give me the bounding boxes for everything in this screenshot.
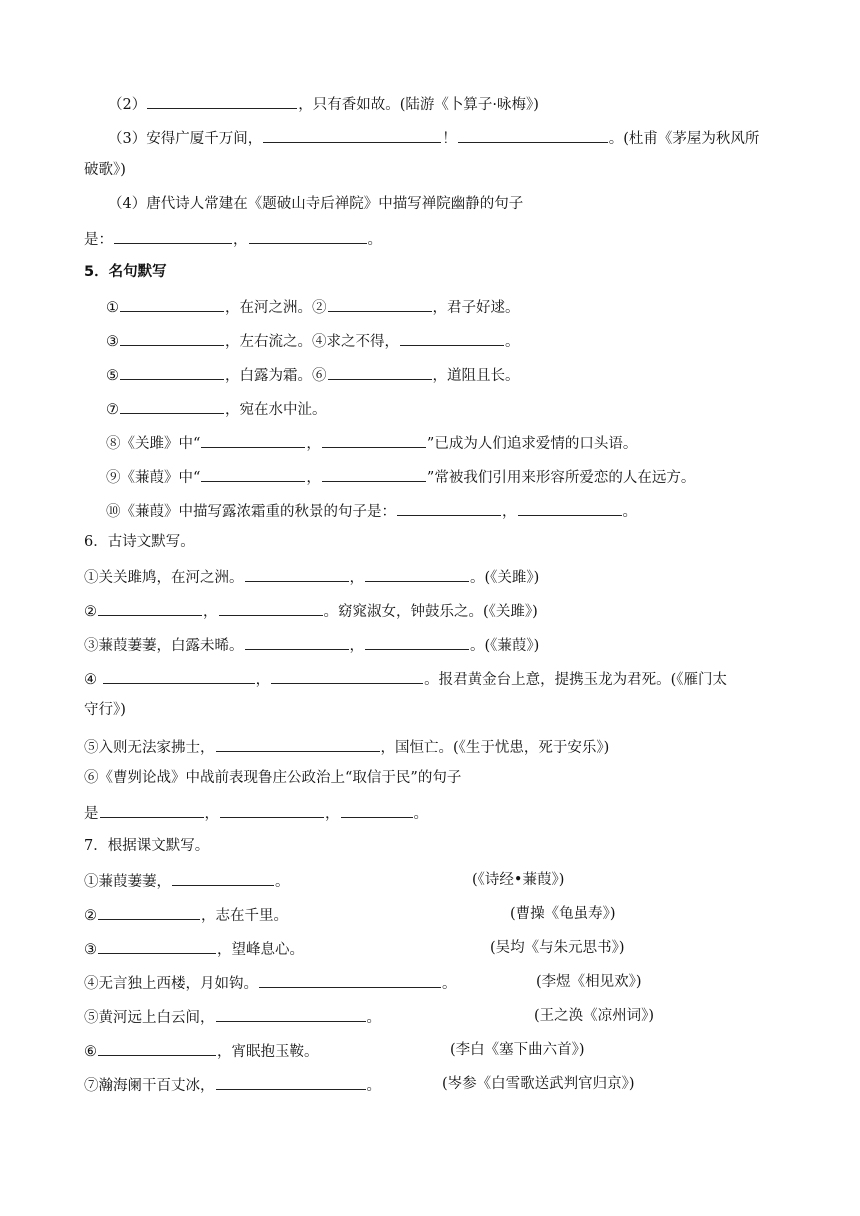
question-text: ③ bbox=[84, 942, 97, 958]
question-line bbox=[84, 1006, 381, 1028]
answer-blank[interactable] bbox=[271, 668, 423, 684]
answer-blank[interactable] bbox=[328, 296, 432, 312]
question-line bbox=[84, 1040, 319, 1062]
question-text: ， bbox=[204, 806, 219, 822]
answer-blank[interactable] bbox=[341, 802, 413, 818]
question-line bbox=[106, 466, 695, 488]
source-citation: (曹操《龟虽寿》) bbox=[510, 906, 616, 922]
answer-blank[interactable] bbox=[201, 466, 305, 482]
answer-blank[interactable] bbox=[259, 972, 441, 988]
question-line bbox=[108, 127, 759, 149]
question-line bbox=[84, 600, 538, 622]
question-text: 。(《蒹葭》) bbox=[470, 638, 540, 654]
question-text: ⑩《蒹葭》中描写露浓霜重的秋景的句子是： bbox=[106, 504, 396, 520]
question-text: ①蒹葭萋萋， bbox=[84, 874, 171, 890]
answer-blank[interactable] bbox=[172, 870, 274, 886]
question-line bbox=[106, 500, 637, 522]
answer-blank[interactable] bbox=[120, 330, 224, 346]
question-line bbox=[84, 904, 288, 926]
source-citation: (李煜《相见欢》) bbox=[536, 974, 642, 990]
answer-blank[interactable] bbox=[103, 668, 255, 684]
question-text: ，左右流之。④求之不得， bbox=[225, 334, 399, 350]
question-text: ， bbox=[349, 570, 364, 586]
source-citation: (王之涣《凉州词》) bbox=[534, 1008, 655, 1024]
question-text: ⑤黄河远上白云间， bbox=[84, 1010, 215, 1026]
question-text: 。(《关雎》) bbox=[470, 570, 540, 586]
question-text: ”已成为人们追求爱情的口头语。 bbox=[426, 436, 638, 452]
answer-blank[interactable] bbox=[518, 500, 622, 516]
question-text: 。 bbox=[275, 874, 290, 890]
source-citation: (《诗经•蒹葭》) bbox=[472, 872, 565, 888]
answer-blank[interactable] bbox=[322, 466, 426, 482]
question-text: ， bbox=[349, 638, 364, 654]
answer-blank[interactable] bbox=[216, 1006, 366, 1022]
question-text: ⑦瀚海阑干百丈冰， bbox=[84, 1078, 215, 1094]
answer-blank[interactable] bbox=[263, 127, 441, 143]
answer-blank[interactable] bbox=[98, 1040, 216, 1056]
question-line bbox=[84, 870, 290, 892]
answer-blank[interactable] bbox=[120, 296, 224, 312]
question-text: ，国恒亡。(《生于忧患，死于安乐》) bbox=[380, 740, 610, 756]
question-text: ④无言独上西楼，月如钩。 bbox=[84, 976, 258, 992]
question-text: ② bbox=[84, 908, 97, 924]
question-text: （4）唐代诗人常建在《题破山寺后禅院》中描写禅院幽静的句子 bbox=[108, 196, 524, 212]
question-text: 是： bbox=[84, 232, 113, 248]
answer-blank[interactable] bbox=[249, 228, 367, 244]
question-text: ⑦ bbox=[106, 402, 119, 418]
answer-blank[interactable] bbox=[98, 938, 216, 954]
question-line bbox=[84, 634, 539, 656]
answer-blank[interactable] bbox=[328, 364, 432, 380]
answer-blank[interactable] bbox=[120, 364, 224, 380]
question-line bbox=[84, 668, 727, 690]
question-text: ， bbox=[233, 232, 248, 248]
q6-heading: 6．古诗文默写。 bbox=[84, 534, 195, 550]
question-line bbox=[106, 398, 327, 420]
answer-blank[interactable] bbox=[98, 600, 202, 616]
question-text: ， bbox=[306, 470, 321, 486]
answer-blank[interactable] bbox=[245, 634, 349, 650]
question-text: （3）安得广厦千万间， bbox=[108, 131, 263, 147]
question-line bbox=[106, 432, 637, 454]
question-text: ，望峰息心。 bbox=[217, 942, 304, 958]
question-text: ③蒹葭萋萋，白露未晞。 bbox=[84, 638, 244, 654]
answer-blank[interactable] bbox=[245, 566, 349, 582]
answer-blank[interactable] bbox=[365, 566, 469, 582]
question-text: ①关关雎鸠，在河之洲。 bbox=[84, 570, 244, 586]
answer-blank[interactable] bbox=[322, 432, 426, 448]
answer-blank[interactable] bbox=[400, 330, 504, 346]
answer-blank[interactable] bbox=[120, 398, 224, 414]
question-text: 。报君黄金台上意，提携玉龙为君死。(《雁门太 bbox=[424, 672, 728, 688]
question-line bbox=[84, 938, 304, 960]
question-text: 。 bbox=[367, 232, 382, 248]
question-text: ， bbox=[255, 672, 271, 688]
question-text: 。 bbox=[622, 504, 637, 520]
question-text: ， bbox=[502, 504, 517, 520]
question-text: 。 bbox=[413, 806, 428, 822]
question-line bbox=[84, 972, 457, 994]
question-text: ⑤ bbox=[106, 368, 119, 384]
question-text: ② bbox=[84, 604, 97, 620]
question-line bbox=[106, 330, 520, 352]
answer-blank[interactable] bbox=[147, 93, 297, 109]
question-line bbox=[106, 296, 520, 318]
answer-blank[interactable] bbox=[98, 904, 200, 920]
answer-blank[interactable] bbox=[216, 736, 380, 752]
question-text: 守行》) bbox=[84, 702, 126, 718]
question-text: ，只有香如故。(陆游《卜算子·咏梅》) bbox=[298, 97, 539, 113]
question-text: 。 bbox=[442, 976, 457, 992]
question-line bbox=[108, 194, 523, 214]
answer-blank[interactable] bbox=[397, 500, 501, 516]
question-text: ⑥ bbox=[84, 1044, 97, 1060]
question-text: 。 bbox=[366, 1010, 381, 1026]
question-line bbox=[108, 93, 539, 115]
question-text: ，宵眠抱玉鞍。 bbox=[217, 1044, 319, 1060]
question-text: 是 bbox=[84, 806, 99, 822]
question-text: 破歌》) bbox=[84, 162, 126, 178]
question-line bbox=[106, 364, 520, 386]
question-text: ③ bbox=[106, 334, 119, 350]
question-text: ”常被我们引用来形容所爱恋的人在远方。 bbox=[426, 470, 696, 486]
question-line bbox=[84, 700, 126, 720]
question-text: ， bbox=[306, 436, 321, 452]
source-citation: (吴均《与朱元思书》) bbox=[490, 940, 625, 956]
question-line bbox=[84, 566, 539, 588]
question-text: ！ bbox=[442, 131, 457, 147]
answer-blank[interactable] bbox=[458, 127, 608, 143]
question-text: ，宛在水中沚。 bbox=[225, 402, 327, 418]
question-text: 。(杜甫《茅屋为秋风所 bbox=[608, 131, 760, 147]
question-text: ， bbox=[325, 806, 340, 822]
question-line bbox=[84, 736, 609, 758]
question-text: ，君子好逑。 bbox=[432, 300, 520, 316]
question-text: ，白露为霜。⑥ bbox=[225, 368, 327, 384]
question-line bbox=[84, 160, 126, 180]
question-text: ⑨《蒹葭》中“ bbox=[106, 470, 201, 486]
question-text: ① bbox=[106, 300, 119, 316]
answer-blank[interactable] bbox=[220, 802, 324, 818]
question-text: ⑤入则无法家拂士， bbox=[84, 740, 215, 756]
question-line bbox=[84, 228, 382, 250]
question-text: ⑧《关雎》中“ bbox=[106, 436, 201, 452]
question-line bbox=[84, 1074, 381, 1096]
answer-blank[interactable] bbox=[365, 634, 469, 650]
source-citation: (岑参《白雪歌送武判官归京》) bbox=[442, 1076, 635, 1092]
question-line bbox=[84, 768, 461, 788]
q5-heading: 5．名句默写 bbox=[84, 264, 167, 280]
answer-blank[interactable] bbox=[114, 228, 232, 244]
question-text: 。窈窕淑女，钟鼓乐之。(《关雎》) bbox=[323, 604, 538, 620]
question-text: ，道阻且长。 bbox=[432, 368, 520, 384]
question-text: ，在河之洲。② bbox=[225, 300, 327, 316]
question-text: ⑥《曹刿论战》中战前表现鲁庄公政治上“取信于民”的句子 bbox=[84, 770, 462, 786]
source-citation: (李白《塞下曲六首》) bbox=[450, 1042, 585, 1058]
q7-heading: 7．根据课文默写。 bbox=[84, 838, 210, 854]
question-text: 。 bbox=[366, 1078, 381, 1094]
answer-blank[interactable] bbox=[201, 432, 305, 448]
answer-blank[interactable] bbox=[219, 600, 323, 616]
answer-blank[interactable] bbox=[100, 802, 204, 818]
question-text: 。 bbox=[505, 334, 520, 350]
answer-blank[interactable] bbox=[216, 1074, 366, 1090]
question-text: ④ bbox=[84, 672, 102, 688]
question-text: ，志在千里。 bbox=[201, 908, 288, 924]
question-text: ， bbox=[203, 604, 218, 620]
question-text: （2） bbox=[108, 97, 147, 113]
question-line bbox=[84, 802, 428, 824]
